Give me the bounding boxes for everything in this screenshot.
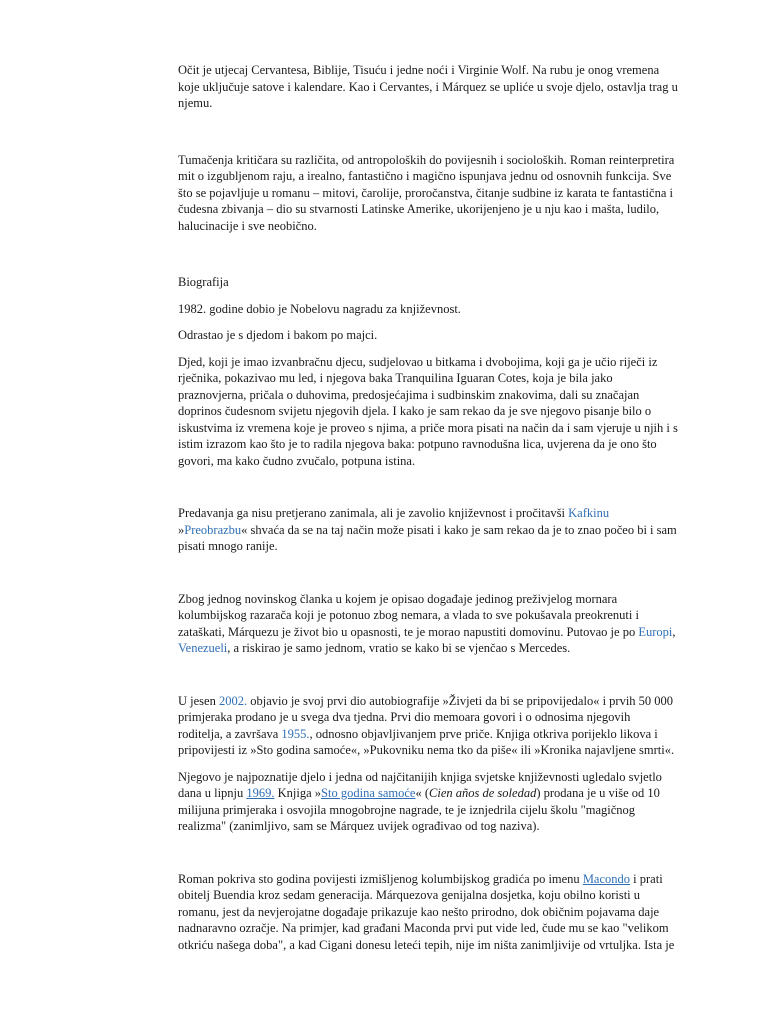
- link-sto-godina-samoce[interactable]: Sto godina samoće: [321, 786, 416, 800]
- paragraph-influences: Očit je utjecaj Cervantesa, Biblije, Tisuću i jedne noći i Virginie Wolf. Na rubu je onog vremena koje uključuje satove i kalendare. Kao i Cervantes, i Márquez se upliće u svoje djelo, ostavlja trag u njemu.: [178, 63, 678, 110]
- text-segment: Predavanja ga nisu pretjerano zanimala, ali je zavolio književnost i pročitavši: [178, 506, 569, 520]
- link-kafka[interactable]: Kafkinu: [568, 506, 610, 520]
- paragraph-grandparents-intro: Odrastao je s djedom i bakom po majci.: [178, 328, 378, 342]
- text-segment: , odnosno objavljivanjem prve priče. Knjiga otkriva porijeklo likova i pripovijesti iz »Sto godina samoće«, »Pukovniku nema tko da piše« ili »Kronika najavljene smrti«.: [178, 726, 675, 757]
- text-segment: objavio je svoj prvi dio autobiografije »Živjeti da bi se pripovijedalo« i prvih 50 000 primjeraka prodano je u svega dva tjedna. Prvi dio memoara govori i o odnosima njegovih roditelja, a završava: [178, 693, 674, 741]
- link-1955[interactable]: 1955.: [281, 726, 310, 741]
- original-title: Cien años de soledad: [429, 786, 537, 800]
- paragraph-grandparents: Djed, koji je imao izvanbračnu djecu, sudjelovao u bitkama i dvobojima, koji ga je učio riječi iz rječnika, pokazivao mu led, i njegova baka Tranquilina Iguaran Cotes, koja je bila jako praznovjerna, pričala o duhovima, predosjećajima i sudbinskim znakovima, dali su značajan doprinos čudesnom svijetu njegovih djela. I kako je sam rekao da je sve njegovo pisanje bilo o iskustvima iz vremena koje je proveo s njima, a priče morа pisati na način da i sam vjeruje u njih i s istim izrazom kao što je to radila njegova baka: potpuno ravnodušna lica, uvjerena da je ono što govori, ma kako čudno zvučalo, potpuna istina.: [178, 354, 678, 468]
- paragraph-nobel: 1982. godine dobio je Nobelovu nagradu za književnost.: [178, 301, 461, 316]
- text-segment: ,: [672, 624, 676, 639]
- text-segment: « (: [415, 786, 430, 800]
- paragraph-hundred-years: [178, 769, 678, 835]
- text-segment: « shvaća da se na taj način može pisati i kako je sam rekao da je to znao počeo bi i sam pisati mnogo ranije.: [178, 522, 677, 553]
- text-segment: »: [178, 522, 185, 537]
- link-2002[interactable]: 2002.: [218, 693, 248, 708]
- text-segment: Knjiga »: [274, 786, 322, 800]
- text-segment: U jesen: [178, 693, 219, 708]
- link-europe[interactable]: Europi: [638, 624, 673, 639]
- link-venezuela[interactable]: Venezueli: [178, 641, 228, 655]
- text-segment: Roman pokriva sto godina povijesti izmišljenog kolumbijskog gradića po imenu: [178, 871, 583, 886]
- text-segment: Zbog jednog novinskog članka u kojem je opisao događaje jedinog preživjelog mornara kolumbijskog razarača koji je potonuo zbog nemara, a vlada to sve pokušavala preokrenuti i zataškati, Márquezu je život bio u opasnosti, te je morao napustiti domovinu. Putovao je po: [178, 591, 639, 639]
- paragraph-critics: Tumačenja kritičara su različita, od antropoloških do povijesnih i socioloških. Roman reinterpretira mit o izgubljenom raju, a irealno, fantastično i magično ispunjava jednu od osnovnih funkcija. Sve što se pojavljuje u romanu – mitovi, čarolije, proročanstva, čitanje sudbine iz karata te fantastična i čudesna zbivanja – dio su stvarnosti Latinske Amerike, ukorijenjeno je u nju kao i mašta, ludilo, halucinacije i sve neobično.: [178, 152, 675, 233]
- link-metamorphosis[interactable]: Preobrazbu: [184, 522, 242, 537]
- section-heading-biography: Biografija: [178, 275, 229, 289]
- text-segment: , a riskirao je samo jednom, vratio se kako bi se vjenčao s Mercedes.: [227, 641, 571, 655]
- document-body: [178, 62, 678, 953]
- text-segment: Njegovo je najpoznatije djelo i jedna od najčitanijih knjiga svjetske književnosti ugledalo svjetlo dana u lipnju: [178, 769, 662, 800]
- link-1969[interactable]: 1969.: [246, 786, 275, 800]
- link-macondo[interactable]: Macondo: [582, 871, 631, 886]
- text-segment: i prati obitelj Buendia kroz sedam generacija. Márquezova genijalna dosjetka, koju obilno koristi u romanu, jest da nevjerojatne događaje prikazuje kao nešto prirodno, dok običnim pojavama daje nadnaravno ozračje. Na primjer, kad građani Maconda prvi put vide led, čude mu se kao "velikom otkriću našega doba", a kad Cigani donesu leteći tepih, nije im ništa zanimljivije od vrtuljka. Ista je: [178, 871, 675, 952]
- paragraph-kafka: [178, 505, 678, 555]
- paragraph-autobiography: [178, 693, 678, 759]
- text-segment: ) prodana je u više od 10 milijuna primjeraka i osvojila mnogobrojne nagrade, te je iznjedrila cijelu školu "magičnog realizma" (zanimljivo, sam se Márquez uvijek ograđivao od tog naziva).: [178, 786, 660, 833]
- paragraph-exile: [178, 591, 678, 657]
- paragraph-macondo: [178, 871, 678, 954]
